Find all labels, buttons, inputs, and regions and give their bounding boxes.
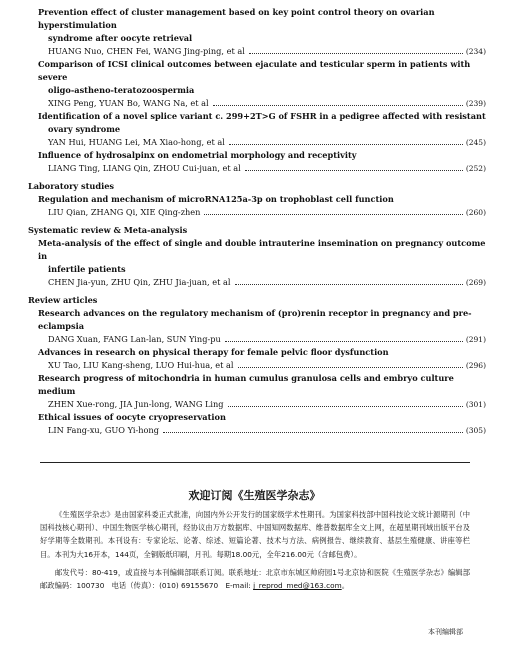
subscribe-heading: 欢迎订阅《生殖医学杂志》	[188, 489, 321, 502]
article-authors: ZHEN Xue-rong, JIA Jun-long, WANG Ling	[48, 399, 224, 409]
dot-leader	[229, 143, 463, 145]
toc-entry[interactable]	[28, 307, 486, 346]
author-row	[28, 97, 486, 110]
article-title-text: Prevention effect of cluster management based on key point control theory on ovarian hyperstimulation	[38, 7, 435, 30]
page-number: (305)	[465, 426, 486, 435]
author-row	[28, 359, 486, 372]
article-title-text: Ethical issues of oocyte cryopreservation	[38, 412, 226, 422]
author-row	[28, 276, 486, 289]
author-row	[28, 333, 486, 346]
author-row	[28, 398, 486, 411]
page-number: (296)	[465, 361, 486, 370]
author-row	[28, 206, 486, 219]
dot-leader	[204, 213, 462, 215]
author-row	[28, 162, 486, 175]
article-authors: XU Tao, LIU Kang-sheng, LUO Hui-hua, et al	[48, 360, 234, 370]
article-title	[28, 6, 486, 45]
page-number: (301)	[465, 400, 486, 409]
toc-entry[interactable]	[28, 58, 486, 110]
article-authors: LIANG Ting, LIANG Qin, ZHOU Cui-juan, et al	[48, 163, 241, 173]
toc-entry[interactable]	[28, 6, 486, 58]
page-number: (245)	[465, 138, 486, 147]
article-title-text: Identification of a novel splice variant c. 299+2T>G of FSHR in a pedigree affected with resistant	[38, 111, 486, 121]
toc-entry[interactable]	[28, 237, 486, 289]
article-authors: CHEN Jia-yun, ZHU Qin, ZHU Jia-juan, et al	[48, 277, 231, 287]
section-heading: Laboratory studies	[28, 181, 115, 191]
dot-leader	[225, 340, 463, 342]
article-authors: XING Peng, YUAN Bo, WANG Na, et al	[48, 98, 209, 108]
article-authors: YAN Hui, HUANG Lei, MA Xiao-hong, et al	[48, 137, 225, 147]
article-authors: LIU Qian, ZHANG Qi, XIE Qing-zhen	[48, 207, 201, 217]
editorial-office-signature: 本刊编辑部	[428, 628, 463, 636]
section-divider	[40, 462, 470, 463]
article-title-continuation: infertile patients	[48, 264, 126, 274]
contact-text: 邮发代号：80-419，或直接与本刊编辑部联系订阅。联系地址：北京市东城区帅府园1号北京协和医院《生殖医学杂志》编辑部 邮政编码：100730 电话（传真）：(010) 69155670 E-mail:	[40, 568, 478, 591]
page-number: (239)	[465, 99, 486, 108]
article-title-text: Research progress of mitochondria in human cumulus granulosa cells and embryo culture medium	[38, 373, 454, 396]
toc-entry[interactable]	[28, 372, 486, 411]
dot-leader	[163, 431, 463, 433]
article-title	[28, 307, 486, 333]
article-title	[28, 411, 486, 424]
article-title	[28, 193, 486, 206]
article-title	[28, 346, 486, 359]
page-number: (291)	[465, 335, 486, 344]
contact-info	[40, 566, 478, 592]
dot-leader	[245, 169, 463, 171]
article-authors: LIN Fang-xu, GUO Yi-hong	[48, 425, 159, 435]
article-title	[28, 237, 486, 276]
toc-entry[interactable]	[28, 110, 486, 149]
email-link[interactable]: j_reprod_med@163.com	[253, 581, 342, 591]
article-title	[28, 58, 486, 97]
page-number: (269)	[465, 278, 486, 287]
article-title-text: Research advances on the regulatory mechanism of (pro)renin receptor in pregnancy and pre-eclampsia	[38, 308, 472, 331]
contact-end: 。	[341, 581, 349, 591]
dot-leader	[238, 366, 463, 368]
author-row	[28, 136, 486, 149]
article-title-continuation: ovary syndrome	[48, 124, 121, 134]
article-title-continuation: oligo-astheno-teratozoospermia	[48, 85, 195, 95]
article-title-text: Comparison of ICSI clinical outcomes between ejaculate and testicular sperm in patients with severe	[38, 59, 471, 82]
toc-entry[interactable]	[28, 193, 486, 219]
dot-leader	[228, 405, 463, 407]
dot-leader	[213, 104, 463, 106]
article-title	[28, 372, 486, 398]
toc-entry[interactable]	[28, 411, 486, 437]
article-title	[28, 110, 486, 136]
page-number: (260)	[465, 208, 486, 217]
dot-leader	[249, 52, 463, 54]
article-authors: HUANG Nuo, CHEN Fei, WANG Jing-ping, et al	[48, 46, 245, 56]
section-heading: Review articles	[28, 295, 98, 305]
section-heading: Systematic review & Meta-analysis	[28, 225, 188, 235]
article-title-text: Advances in research on physical therapy for female pelvic floor dysfunction	[38, 347, 389, 357]
article-title-text: Regulation and mechanism of microRNA125a-3p on trophoblast cell function	[38, 194, 394, 204]
author-row	[28, 45, 486, 58]
article-title-text: Influence of hydrosalpinx on endometrial morphology and receptivity	[38, 150, 357, 160]
toc-entry[interactable]	[28, 149, 486, 175]
toc-entry[interactable]	[28, 346, 486, 372]
journal-description: 《生殖医学杂志》是由国家科委正式批准，向国内外公开发行的国家级学术性期刊。为国家科技部中国科技论文统计源期刊（中国科技核心期刊）、中国生物医学核心期刊，经协议由万方数据库、中国知网数据库、维普数据库全文上网，在超星期刊域出版平台及好学期等全数期刊。本刊设有：专家论坛、论著、综述、短篇论著、技术与方法、病例报告、继续教育、基层生殖健康、讲座等栏目。本刊为大16开本，144页，全铜版纸印刷，月刊。每期18.00元，全年216.00元（含邮包费）。	[40, 510, 470, 559]
article-title	[28, 149, 486, 162]
dot-leader	[235, 283, 463, 285]
article-authors: DANG Xuan, FANG Lan-lan, SUN Ying-pu	[48, 334, 221, 344]
table-of-contents	[28, 6, 486, 437]
author-row	[28, 424, 486, 437]
page-number: (252)	[465, 164, 486, 173]
page-number: (234)	[465, 47, 486, 56]
article-title-text: Meta-analysis of the effect of single and double intrauterine insemination on pregnancy outcome in	[38, 238, 486, 261]
article-title-continuation: syndrome after oocyte retrieval	[48, 33, 193, 43]
